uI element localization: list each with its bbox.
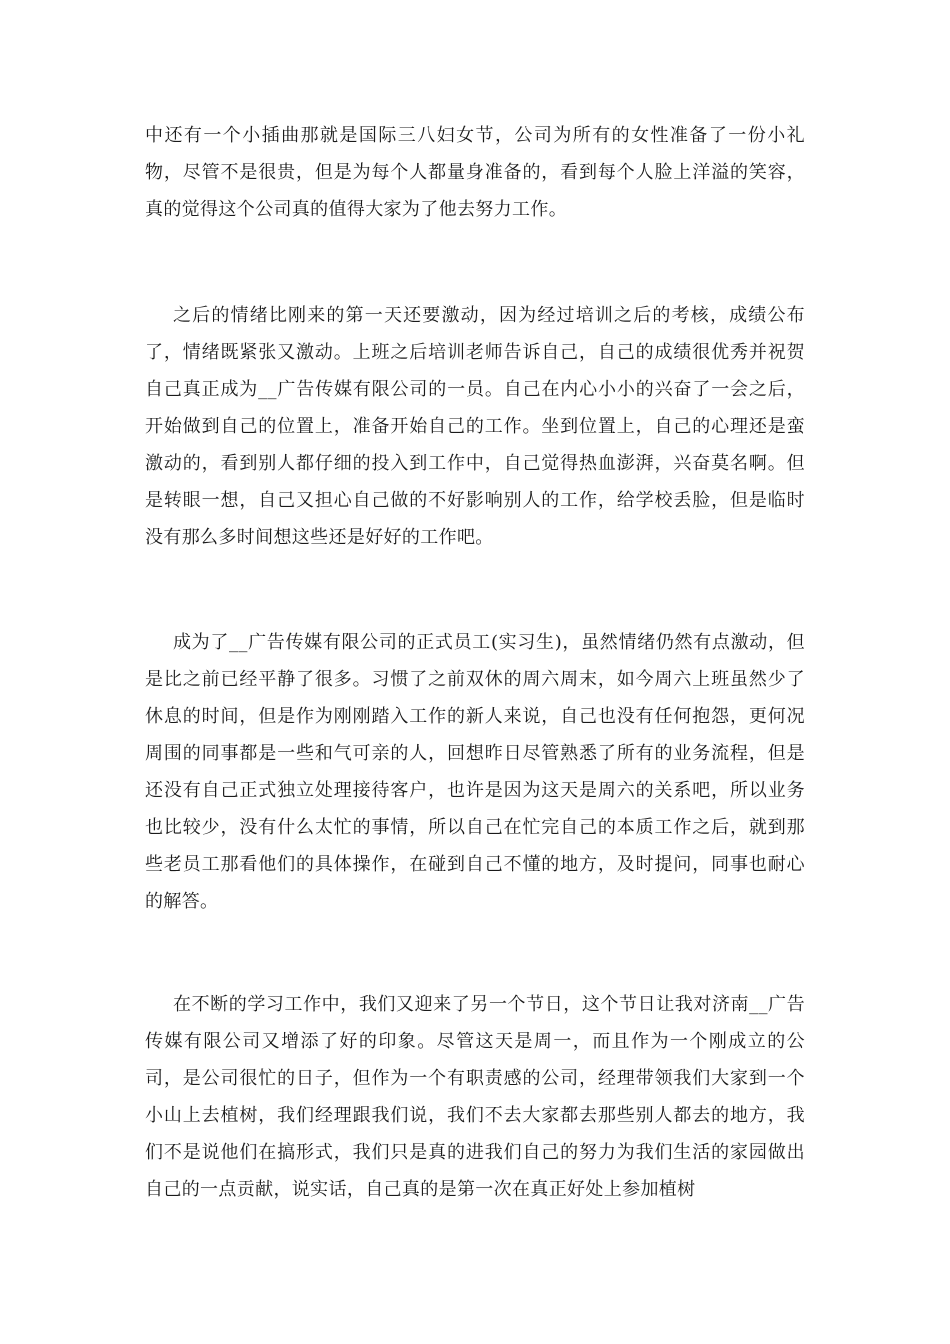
paragraph-1: 中还有一个小插曲那就是国际三八妇女节，公司为所有的女性准备了一份小礼物，尽管不是很贵，但是为每个人都量身准备的，看到每个人脸上洋溢的笑容，真的觉得这个公司真的值得大家为了他去努力工作。 — [145, 125, 805, 220]
paragraph-4: 在不断的学习工作中，我们又迎来了另一个节日，这个节日让我对济南__广告传媒有限公司又增添了好的印象。尽管这天是周一，而且作为一个刚成立的公司，是公司很忙的日子，但作为一个有职责感的公司，经理带领我们大家到一个小山上去植树，我们经理跟我们说，我们不去大家都去那些别人都去的地方，我们不是说他们在搞形式，我们只是真的进我们自己的努力为我们生活的家园做出自己的一点贡献，说实话，自己真的是第一次在真正好处上参加植树 — [145, 994, 805, 1200]
paragraph-2: 之后的情绪比刚来的第一天还要激动，因为经过培训之后的考核，成绩公布了，情绪既紧张又激动。上班之后培训老师告诉自己，自己的成绩很优秀并祝贺自己真正成为__广告传媒有限公司的一员。自己在内心小小的兴奋了一会之后，开始做到自己的位置上，准备开始自己的工作。坐到位置上，自己的心理还是蛮激动的，看到别人都仔细的投入到工作中，自己觉得热血澎湃，兴奋莫名啊。但是转眼一想，自己又担心自己做的不好影响别人的工作，给学校丢脸，但是临时没有那么多时间想这些还是好好的工作吧。 — [145, 305, 805, 548]
paragraph-3: 成为了__广告传媒有限公司的正式员工(实习生)，虽然情绪仍然有点激动，但是比之前已经平静了很多。习惯了之前双休的周六周末，如今周六上班虽然少了休息的时间，但是作为刚刚踏入工作的新人来说，自己也没有任何抱怨，更何况周围的同事都是一些和气可亲的人，回想昨日尽管熟悉了所有的业务流程，但是还没有自己正式独立处理接待客户，也许是因为这天是周六的关系吧，所以业务也比较少，没有什么太忙的事情，所以自己在忙完自己的本质工作之后，就到那些老员工那看他们的具体操作，在碰到自己不懂的地方，及时提问，同事也耐心的解答。 — [145, 632, 805, 912]
